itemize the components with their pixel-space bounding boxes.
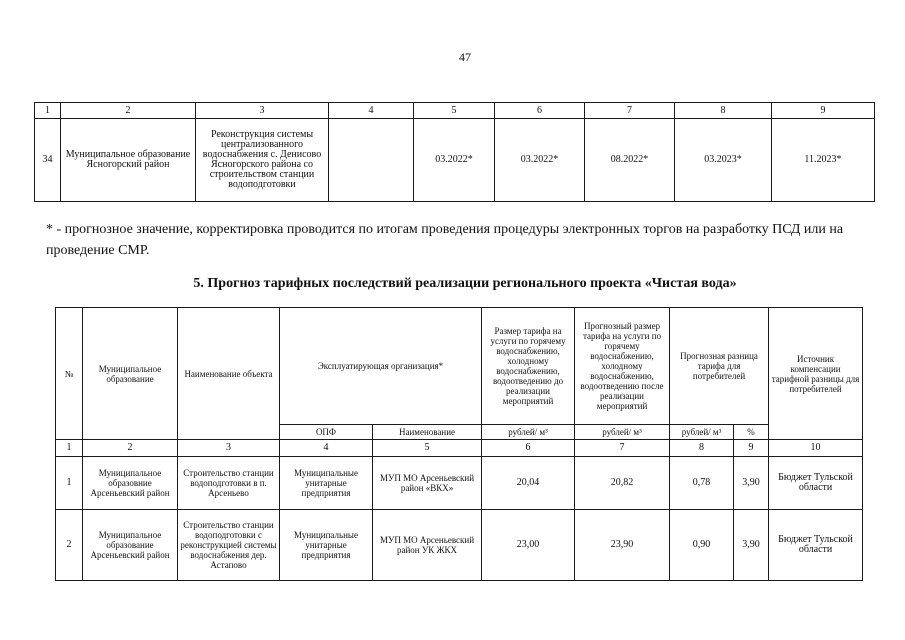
col-num: 1 [56,440,83,457]
municipality-cell: Муниципальное образовние Арсеньевский район [83,457,178,510]
header-object: Наименование объекта [178,308,280,440]
percent-cell: 3,90 [734,510,769,581]
tariff-before-cell: 23,00 [482,510,575,581]
date-cell: 03.2022* [495,119,585,202]
org-name-cell: МУП МО Арсеньевский район УК ЖКХ [373,510,482,581]
source-cell: Бюджет Тульской области [769,510,863,581]
schedule-col-num: 5 [414,103,495,119]
tariff-after-cell: 20,82 [575,457,670,510]
schedule-row [35,119,875,202]
schedule-table [34,102,875,202]
object-cell: Строительство станции водоподготовки с реконструкцией системы водоснабжения дер. Астапово [178,510,280,581]
municipality-cell: Муниципальное образование Арсеньевский район [83,510,178,581]
col-num: 2 [83,440,178,457]
section-title: 5. Прогноз тарифных последствий реализации регионального проекта «Чистая вода» [193,276,737,291]
table-row [56,457,863,510]
schedule-col-num: 9 [772,103,875,119]
tariff-table [55,307,863,581]
header-tariff-after: Прогнозный размер тарифа на услуги по горячему водоснабжению, холодному водоснабжению, водоотведению после реализации мероприятий [575,308,670,425]
subheader-unit-diff: рублей/ м³ [670,425,734,440]
schedule-header-row [35,103,875,119]
schedule-col-num: 3 [196,103,329,119]
page-number: 47 [459,50,471,64]
header-municipality: Муниципальное образование [83,308,178,440]
object-cell: Реконструкция системы централизованного водоснабжения с. Денисово Ясногорского района со строительством станции водоподготовки [196,119,329,202]
col-num: 5 [373,440,482,457]
col-num: 4 [280,440,373,457]
header-tariff-before: Размер тарифа на услуги по горячему водоснабжению, холодному водоснабжению, водоотведению до реализации мероприятий [482,308,575,425]
percent-cell: 3,90 [734,457,769,510]
col-num: 7 [575,440,670,457]
col-num: 6 [482,440,575,457]
header-difference: Прогнозная разница тарифа для потребителей [670,308,769,425]
source-cell: Бюджет Тульской области [769,457,863,510]
subheader-unit-before: рублей/ м³ [482,425,575,440]
tariff-before-cell: 20,04 [482,457,575,510]
table-row [56,510,863,581]
schedule-col-num: 8 [675,103,772,119]
schedule-col-num: 7 [585,103,675,119]
date-cell: 03.2023* [675,119,772,202]
col-num: 8 [670,440,734,457]
col-num: 9 [734,440,769,457]
date-cell: 03.2022* [414,119,495,202]
row-number: 34 [35,119,61,202]
tariff-colnum-row [56,440,863,457]
col-num: 10 [769,440,863,457]
row-number: 1 [56,457,83,510]
empty-cell [329,119,414,202]
date-cell: 08.2022* [585,119,675,202]
diff-cell: 0,90 [670,510,734,581]
tariff-after-cell: 23,90 [575,510,670,581]
schedule-col-num: 2 [61,103,196,119]
diff-cell: 0,78 [670,457,734,510]
col-num: 3 [178,440,280,457]
header-operator: Эксплуатирующая организация* [280,308,482,425]
opf-cell: Муниципальные унитарные предприятия [280,457,373,510]
opf-cell: Муниципальные унитарные предприятия [280,510,373,581]
date-cell: 11.2023* [772,119,875,202]
subheader-unit-after: рублей/ м³ [575,425,670,440]
subheader-name: Наименование [373,425,482,440]
tariff-header-row [56,308,863,425]
subheader-percent: % [734,425,769,440]
header-source: Источник компенсации тарифной разницы для потребителей [769,308,863,440]
header-no: № [56,308,83,440]
row-number: 2 [56,510,83,581]
schedule-col-num: 6 [495,103,585,119]
object-cell: Строительство станции водоподготовки в п. Арсеньево [178,457,280,510]
org-name-cell: МУП МО Арсеньевский район «ВКХ» [373,457,482,510]
footnote: * - прогнозное значение, корректировка проводится по итогам проведения процедуры электронных торгов на разработку ПСД или на проведение СМР. [46,222,844,258]
subheader-opf: ОПФ [280,425,373,440]
schedule-col-num: 4 [329,103,414,119]
schedule-col-num: 1 [35,103,61,119]
municipality-cell: Муниципальное образование Ясногорский район [61,119,196,202]
